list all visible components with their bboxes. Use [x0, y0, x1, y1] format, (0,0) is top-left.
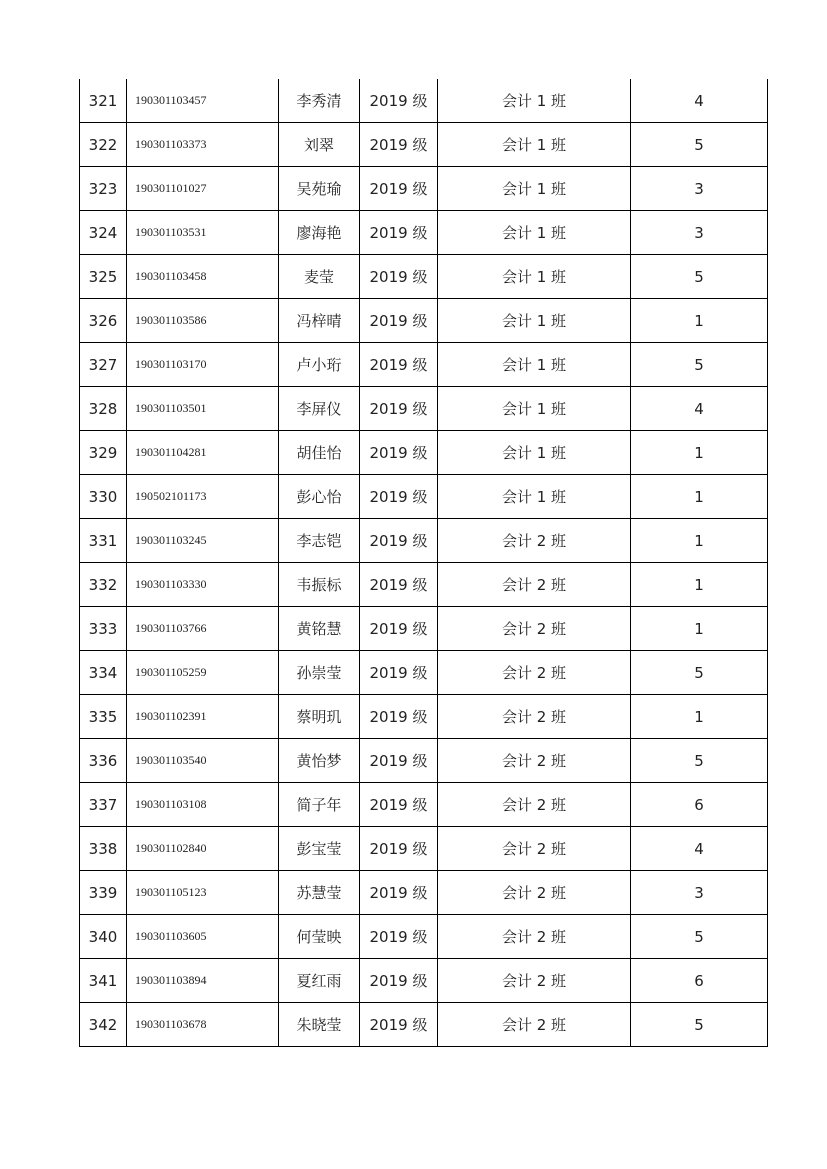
class-cell: 会计 1 班: [438, 343, 631, 387]
grade-cell: 2019 级: [360, 607, 438, 651]
row-number-cell: 339: [80, 871, 127, 915]
class-cell: 会计 1 班: [438, 475, 631, 519]
score-cell: 5: [631, 1003, 768, 1047]
row-number-cell: 332: [80, 563, 127, 607]
class-cell: 会计 1 班: [438, 211, 631, 255]
score-cell: 4: [631, 827, 768, 871]
grade-cell: 2019 级: [360, 651, 438, 695]
table-row: [80, 563, 768, 607]
score-cell: 1: [631, 607, 768, 651]
grade-cell: 2019 级: [360, 123, 438, 167]
student-id-cell: 190301103245: [127, 519, 279, 563]
student-id-cell: 190301103373: [127, 123, 279, 167]
grade-cell: 2019 级: [360, 79, 438, 123]
row-number-cell: 340: [80, 915, 127, 959]
row-number-cell: 331: [80, 519, 127, 563]
student-id-cell: 190301103108: [127, 783, 279, 827]
grade-cell: 2019 级: [360, 211, 438, 255]
student-name-cell: 卢小珩: [279, 343, 360, 387]
grade-cell: 2019 级: [360, 299, 438, 343]
student-name-cell: 李志铠: [279, 519, 360, 563]
table-row: [80, 519, 768, 563]
row-number-cell: 336: [80, 739, 127, 783]
student-name-cell: 李秀清: [279, 79, 360, 123]
table-body: [80, 79, 768, 1047]
row-number-cell: 334: [80, 651, 127, 695]
student-name-cell: 吴苑瑜: [279, 167, 360, 211]
student-table: [79, 79, 768, 1047]
student-id-cell: 190301103458: [127, 255, 279, 299]
student-name-cell: 胡佳怡: [279, 431, 360, 475]
class-cell: 会计 2 班: [438, 871, 631, 915]
score-cell: 5: [631, 915, 768, 959]
student-id-cell: 190301103605: [127, 915, 279, 959]
student-id-cell: 190301103766: [127, 607, 279, 651]
student-name-cell: 黄怡梦: [279, 739, 360, 783]
table-row: [80, 827, 768, 871]
score-cell: 3: [631, 211, 768, 255]
table-row: [80, 915, 768, 959]
table-row: [80, 123, 768, 167]
student-name-cell: 李屏仪: [279, 387, 360, 431]
table-row: [80, 695, 768, 739]
table-row: [80, 959, 768, 1003]
score-cell: 5: [631, 739, 768, 783]
student-id-cell: 190301103457: [127, 79, 279, 123]
row-number-cell: 321: [80, 79, 127, 123]
student-id-cell: 190301103678: [127, 1003, 279, 1047]
grade-cell: 2019 级: [360, 827, 438, 871]
grade-cell: 2019 级: [360, 343, 438, 387]
class-cell: 会计 2 班: [438, 651, 631, 695]
score-cell: 4: [631, 387, 768, 431]
class-cell: 会计 1 班: [438, 255, 631, 299]
student-name-cell: 夏红雨: [279, 959, 360, 1003]
score-cell: 5: [631, 651, 768, 695]
grade-cell: 2019 级: [360, 431, 438, 475]
table-row: [80, 475, 768, 519]
table-row: [80, 79, 768, 123]
row-number-cell: 322: [80, 123, 127, 167]
table-row: [80, 431, 768, 475]
score-cell: 1: [631, 431, 768, 475]
class-cell: 会计 2 班: [438, 783, 631, 827]
grade-cell: 2019 级: [360, 563, 438, 607]
student-name-cell: 朱晓莹: [279, 1003, 360, 1047]
table-row: [80, 651, 768, 695]
class-cell: 会计 2 班: [438, 607, 631, 651]
student-name-cell: 彭心怡: [279, 475, 360, 519]
score-cell: 1: [631, 475, 768, 519]
score-cell: 1: [631, 299, 768, 343]
table-row: [80, 211, 768, 255]
grade-cell: 2019 级: [360, 739, 438, 783]
score-cell: 6: [631, 959, 768, 1003]
student-id-cell: 190301105259: [127, 651, 279, 695]
score-cell: 1: [631, 519, 768, 563]
grade-cell: 2019 级: [360, 1003, 438, 1047]
class-cell: 会计 2 班: [438, 915, 631, 959]
score-cell: 1: [631, 695, 768, 739]
student-name-cell: 麦莹: [279, 255, 360, 299]
table-row: [80, 783, 768, 827]
class-cell: 会计 2 班: [438, 695, 631, 739]
grade-cell: 2019 级: [360, 167, 438, 211]
student-name-cell: 韦振标: [279, 563, 360, 607]
student-name-cell: 冯梓晴: [279, 299, 360, 343]
class-cell: 会计 2 班: [438, 519, 631, 563]
grade-cell: 2019 级: [360, 255, 438, 299]
class-cell: 会计 1 班: [438, 431, 631, 475]
class-cell: 会计 2 班: [438, 959, 631, 1003]
score-cell: 4: [631, 79, 768, 123]
score-cell: 3: [631, 871, 768, 915]
table-row: [80, 167, 768, 211]
student-id-cell: 190301105123: [127, 871, 279, 915]
row-number-cell: 325: [80, 255, 127, 299]
row-number-cell: 341: [80, 959, 127, 1003]
student-id-cell: 190502101173: [127, 475, 279, 519]
grade-cell: 2019 级: [360, 387, 438, 431]
student-id-cell: 190301101027: [127, 167, 279, 211]
score-cell: 3: [631, 167, 768, 211]
student-id-cell: 190301103501: [127, 387, 279, 431]
student-id-cell: 190301103540: [127, 739, 279, 783]
table-row: [80, 739, 768, 783]
grade-cell: 2019 级: [360, 915, 438, 959]
row-number-cell: 326: [80, 299, 127, 343]
table-row: [80, 387, 768, 431]
score-cell: 5: [631, 255, 768, 299]
student-name-cell: 何莹映: [279, 915, 360, 959]
class-cell: 会计 1 班: [438, 123, 631, 167]
student-id-cell: 190301103894: [127, 959, 279, 1003]
student-name-cell: 彭宝莹: [279, 827, 360, 871]
row-number-cell: 338: [80, 827, 127, 871]
table-row: [80, 343, 768, 387]
class-cell: 会计 1 班: [438, 79, 631, 123]
class-cell: 会计 2 班: [438, 1003, 631, 1047]
score-cell: 5: [631, 343, 768, 387]
row-number-cell: 342: [80, 1003, 127, 1047]
score-cell: 1: [631, 563, 768, 607]
student-id-cell: 190301103170: [127, 343, 279, 387]
student-id-cell: 190301103330: [127, 563, 279, 607]
student-name-cell: 蔡明玑: [279, 695, 360, 739]
class-cell: 会计 2 班: [438, 739, 631, 783]
row-number-cell: 329: [80, 431, 127, 475]
table-row: [80, 871, 768, 915]
grade-cell: 2019 级: [360, 783, 438, 827]
grade-cell: 2019 级: [360, 475, 438, 519]
student-id-cell: 190301104281: [127, 431, 279, 475]
row-number-cell: 333: [80, 607, 127, 651]
student-id-cell: 190301103586: [127, 299, 279, 343]
grade-cell: 2019 级: [360, 519, 438, 563]
row-number-cell: 328: [80, 387, 127, 431]
table-row: [80, 255, 768, 299]
class-cell: 会计 2 班: [438, 563, 631, 607]
class-cell: 会计 2 班: [438, 827, 631, 871]
student-id-cell: 190301102840: [127, 827, 279, 871]
table-row: [80, 1003, 768, 1047]
row-number-cell: 323: [80, 167, 127, 211]
class-cell: 会计 1 班: [438, 167, 631, 211]
class-cell: 会计 1 班: [438, 299, 631, 343]
grade-cell: 2019 级: [360, 871, 438, 915]
grade-cell: 2019 级: [360, 959, 438, 1003]
student-name-cell: 廖海艳: [279, 211, 360, 255]
table-row: [80, 299, 768, 343]
student-id-cell: 190301102391: [127, 695, 279, 739]
class-cell: 会计 1 班: [438, 387, 631, 431]
score-cell: 5: [631, 123, 768, 167]
row-number-cell: 330: [80, 475, 127, 519]
grade-cell: 2019 级: [360, 695, 438, 739]
student-id-cell: 190301103531: [127, 211, 279, 255]
row-number-cell: 337: [80, 783, 127, 827]
table-row: [80, 607, 768, 651]
student-name-cell: 黄铭慧: [279, 607, 360, 651]
student-name-cell: 苏慧莹: [279, 871, 360, 915]
row-number-cell: 335: [80, 695, 127, 739]
student-name-cell: 简子年: [279, 783, 360, 827]
student-name-cell: 孙崇莹: [279, 651, 360, 695]
student-name-cell: 刘翠: [279, 123, 360, 167]
score-cell: 6: [631, 783, 768, 827]
row-number-cell: 327: [80, 343, 127, 387]
row-number-cell: 324: [80, 211, 127, 255]
